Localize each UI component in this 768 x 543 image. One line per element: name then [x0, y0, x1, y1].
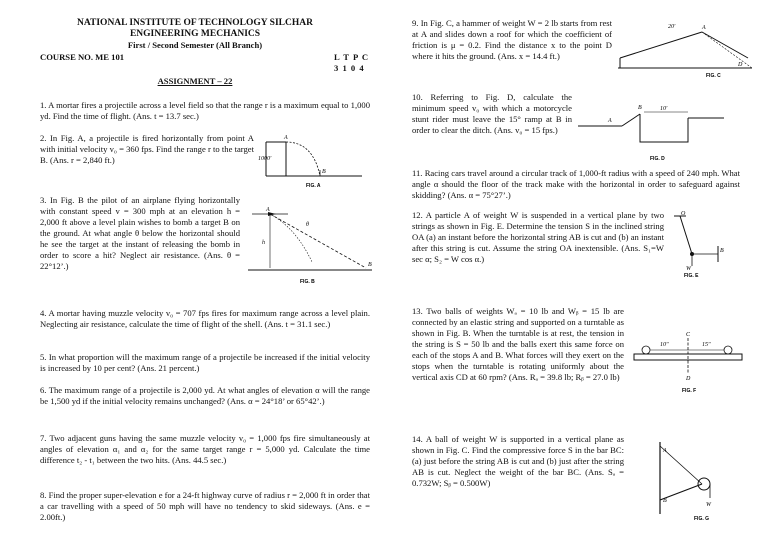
svg-text:W: W: [686, 266, 691, 272]
svg-text:A: A: [702, 25, 706, 31]
fig-b-caption: FIG. B: [300, 279, 315, 285]
problem-2: 2. In Fig. A, a projectile is fired horizontally from point A with initial velocity v₀ = 360 fps. Find the range r to the target B. (Ans. r = 2,840 ft.): [40, 133, 254, 165]
svg-text:W: W: [706, 502, 711, 508]
problem-5: 5. In what proportion will the maximum range of a projectile be increased if the initial velocity is increased by 10 per cent? (Ans. 21 percent.): [40, 352, 370, 373]
svg-text:B: B: [663, 498, 667, 504]
problem-7: 7. Two adjacent guns having the same muzzle velocity v₀ = 1,000 fps fire simultaneously at angles of elevation α₁ and α₂ for the same target range r = 5,000 yd. Calculate the time difference t₂ - t₁ between the two hits. (Ans. 44.5 sec.): [40, 433, 370, 465]
problem-6: 6. The maximum range of a projectile is 2,000 yd. At what angles of elevation α will the range be 1,500 yd if the initial velocity remains unchanged? (Ans. α = 24°18’ or 65°42’.): [40, 385, 370, 406]
svg-text:A: A: [663, 448, 667, 454]
semester-line: First / Second Semester (All Branch): [127, 40, 263, 50]
figure-g: [654, 440, 734, 524]
figure-f: [630, 332, 746, 398]
assignment-title: ASSIGNMENT – 22: [157, 76, 233, 86]
problem-13: 13. Two balls of weights Wₐ = 10 lb and Wᵦ = 15 lb are connected by an elastic string and supported on a turntable as shown in Fig. B. When the turntable is at rest, the tension in the string is S = 50 lb and the balls exert this same force on each of the stops A and B. What forces will they exert on the stops when the turntable is rotating uniformly about the vertical axis CD at 60 rpm? (Ans. Rₐ = 39.8 lb; Rᵦ = 27.0 lb): [412, 306, 624, 382]
problem-12: 12. A particle A of weight W is suspended in a vertical plane by two strings as shown in Fig. E. Determine the tension S in the inclined string OA (a) an instant before the horizontal string AB is cut and (b) an instant after this string is cut. Assume the string OA inextensible. (Ans. S₁=W sec α; S₂ = W cos α.): [412, 210, 664, 264]
figure-e: [670, 212, 740, 278]
svg-text:D: D: [738, 62, 743, 68]
problem-4: 4. A mortar having muzzle velocity v₀ = 707 fps fires for maximum range across a level plain. Neglecting air resistance, calculate the time of flight of the shell. (Ans. t = 31.1 sec.): [40, 308, 370, 329]
fig-c-dim: 20': [668, 24, 676, 30]
figure-b: [248, 208, 378, 292]
figure-a: [258, 134, 370, 192]
svg-text:A: A: [266, 207, 270, 213]
subject-name: ENGINEERING MECHANICS: [129, 29, 261, 39]
svg-text:θ: θ: [306, 222, 309, 228]
svg-text:B: B: [638, 105, 642, 111]
fig-e-caption: FIG. E: [684, 273, 699, 279]
fig-d-caption: FIG. D: [650, 156, 665, 162]
problem-11: 11. Racing cars travel around a circular track of 1,000-ft radius with a speed of 240 mph. What angle α should the floor of the track make with the horizontal in order to safeguard against skidding? (Ans. α = 75°27’.): [412, 168, 740, 200]
problem-1: 1. A mortar fires a projectile across a level field so that the range r is a maximum equal to 1,000 yd. Find the time of flight. (Ans. t = 13.7 sec.): [40, 100, 370, 121]
fig-d-dim: 10': [660, 106, 668, 112]
figure-d: [578, 100, 728, 162]
fig-a-caption: FIG. A: [306, 183, 321, 189]
course-number: COURSE NO. ME 101: [40, 52, 125, 62]
problem-10: 10. Referring to Fig. D, calculate the minimum speed v₀ with which a motorcycle stunt rider must leave the 15° ramp at B in order to clear the ditch. (Ans. v₀ = 15 fps.): [412, 92, 572, 135]
figure-c: [618, 22, 758, 80]
fig-f-dim-2: 15": [702, 342, 711, 348]
svg-text:O: O: [681, 211, 686, 217]
fig-g-caption: FIG. G: [694, 516, 709, 522]
fig-f-caption: FIG. F: [682, 388, 697, 394]
fig-a-height-label: 1000': [258, 156, 272, 162]
problem-8: 8. Find the proper super-elevation e for a 24-ft highway curve of radius r = 2,000 ft in order that a car travelling with a speed of 50 mph will have no tendency to skid sideways. (Ans. e = 2.00ft.): [40, 490, 370, 522]
svg-text:C: C: [686, 332, 691, 338]
svg-text:h: h: [262, 240, 265, 246]
problem-14: 14. A ball of weight W is supported in a vertical plane as shown in Fig. C. Find the compressive force S in the bar BC: (a) just before the string AB is cut and (b) just after the string AB is cut. Neglect the weight of the bar BC. (Ans. Sₐ = 0.732W; Sᵦ = 0.500W): [412, 434, 624, 488]
fig-c-caption: FIG. C: [706, 73, 721, 79]
svg-text:A: A: [608, 118, 612, 124]
fig-f-dim-1: 10": [660, 342, 669, 348]
svg-text:B: B: [368, 262, 372, 268]
ltpc-values: 3 1 0 4: [334, 63, 365, 73]
svg-text:D: D: [686, 376, 691, 382]
ltpc-label: L T P C: [334, 52, 370, 62]
institute-name: NATIONAL INSTITUTE OF TECHNOLOGY SILCHAR: [77, 18, 313, 28]
problem-9: 9. In Fig. C, a hammer of weight W = 2 lb starts from rest at A and slides down a roof for which the coefficient of friction is μ = 0.2. Find the distance x to the point D where it hits the ground. (Ans. x = 14.4 ft.): [412, 18, 612, 61]
problem-3: 3. In Fig. B the pilot of an airplane flying horizontally with constant speed v = 300 mph at an elevation h = 2,000 ft above a level plain wishes to bomb a target B on the ground. At what angle θ below the horizontal should he see the target at the instant of releasing the bomb in order to score a hit? Neglect air resistance. (Ans. θ = 22°12’.): [40, 195, 240, 271]
svg-text:A: A: [284, 135, 288, 141]
svg-text:B: B: [720, 248, 724, 254]
svg-text:B: B: [322, 169, 326, 175]
